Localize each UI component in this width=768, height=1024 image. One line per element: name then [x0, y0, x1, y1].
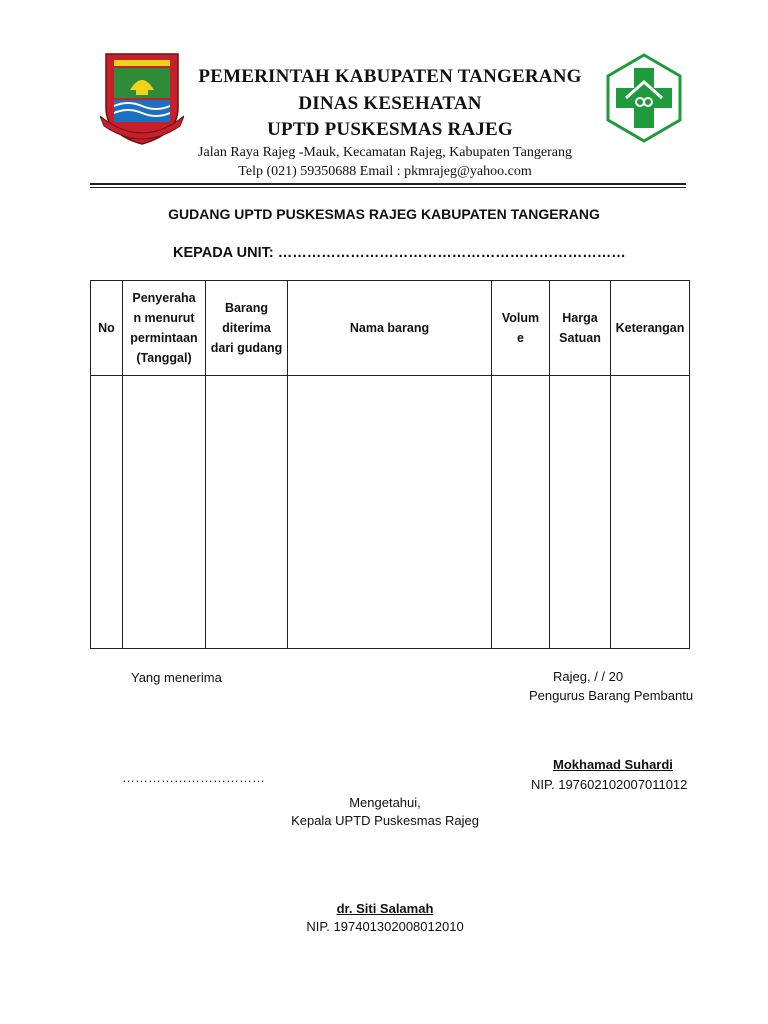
- col-header-unit-price: Harga Satuan: [559, 311, 601, 345]
- officer-name: Mokhamad Suhardi: [553, 757, 673, 772]
- letterhead-unit: UPTD PUSKESMAS RAJEG: [267, 119, 513, 140]
- document-title: GUDANG UPTD PUSKESMAS RAJEG KABUPATEN TANGERANG: [168, 206, 600, 222]
- officer-role: Pengurus Barang Pembantu: [529, 688, 694, 703]
- letterhead-contact: Telp (021) 59350688 Email : pkmrajeg@yahoo.com: [238, 164, 532, 179]
- puskesmas-cross-icon: [604, 52, 684, 144]
- unit-line: KEPADA UNIT: ………………………………………………………………: [173, 245, 626, 261]
- officer-nip: NIP. 197602102007011012: [531, 777, 688, 792]
- col-header-item-name: Nama barang: [349, 321, 430, 335]
- col-header-volume: Volum e: [501, 311, 540, 345]
- head-role: Kepala UPTD Puskesmas Rajeg: [291, 813, 479, 828]
- letterhead-address: Jalan Raya Rajeg -Mauk, Kecamatan Rajeg, Kabupaten Tangerang: [198, 145, 572, 160]
- col-header-received-from-warehouse: Barang diterima dari gudang: [210, 301, 283, 355]
- letterhead-department: DINAS KESEHATAN: [298, 93, 482, 114]
- place-date: Rajeg, / / 20: [553, 669, 624, 684]
- receiver-label: Yang menerima: [131, 670, 222, 685]
- head-nip: NIP. 197401302008012010: [306, 919, 464, 934]
- acknowledged-label: Mengetahui,: [349, 795, 421, 810]
- receiver-signature-blank: ……………………………: [122, 770, 265, 785]
- col-header-remarks: Keterangan: [615, 321, 685, 335]
- head-name: dr. Siti Salamah: [336, 901, 434, 916]
- col-header-no: No: [98, 321, 115, 335]
- tangerang-regency-emblem-icon: [100, 50, 184, 146]
- letterhead-government: PEMERINTAH KABUPATEN TANGERANG: [198, 66, 582, 87]
- letterhead-rule-thick: [90, 183, 686, 185]
- letterhead-rule-thin: [90, 187, 686, 188]
- table-header-divider: [90, 375, 690, 376]
- col-header-handover-date: Penyeraha n menurut permintaan (Tanggal): [130, 291, 198, 365]
